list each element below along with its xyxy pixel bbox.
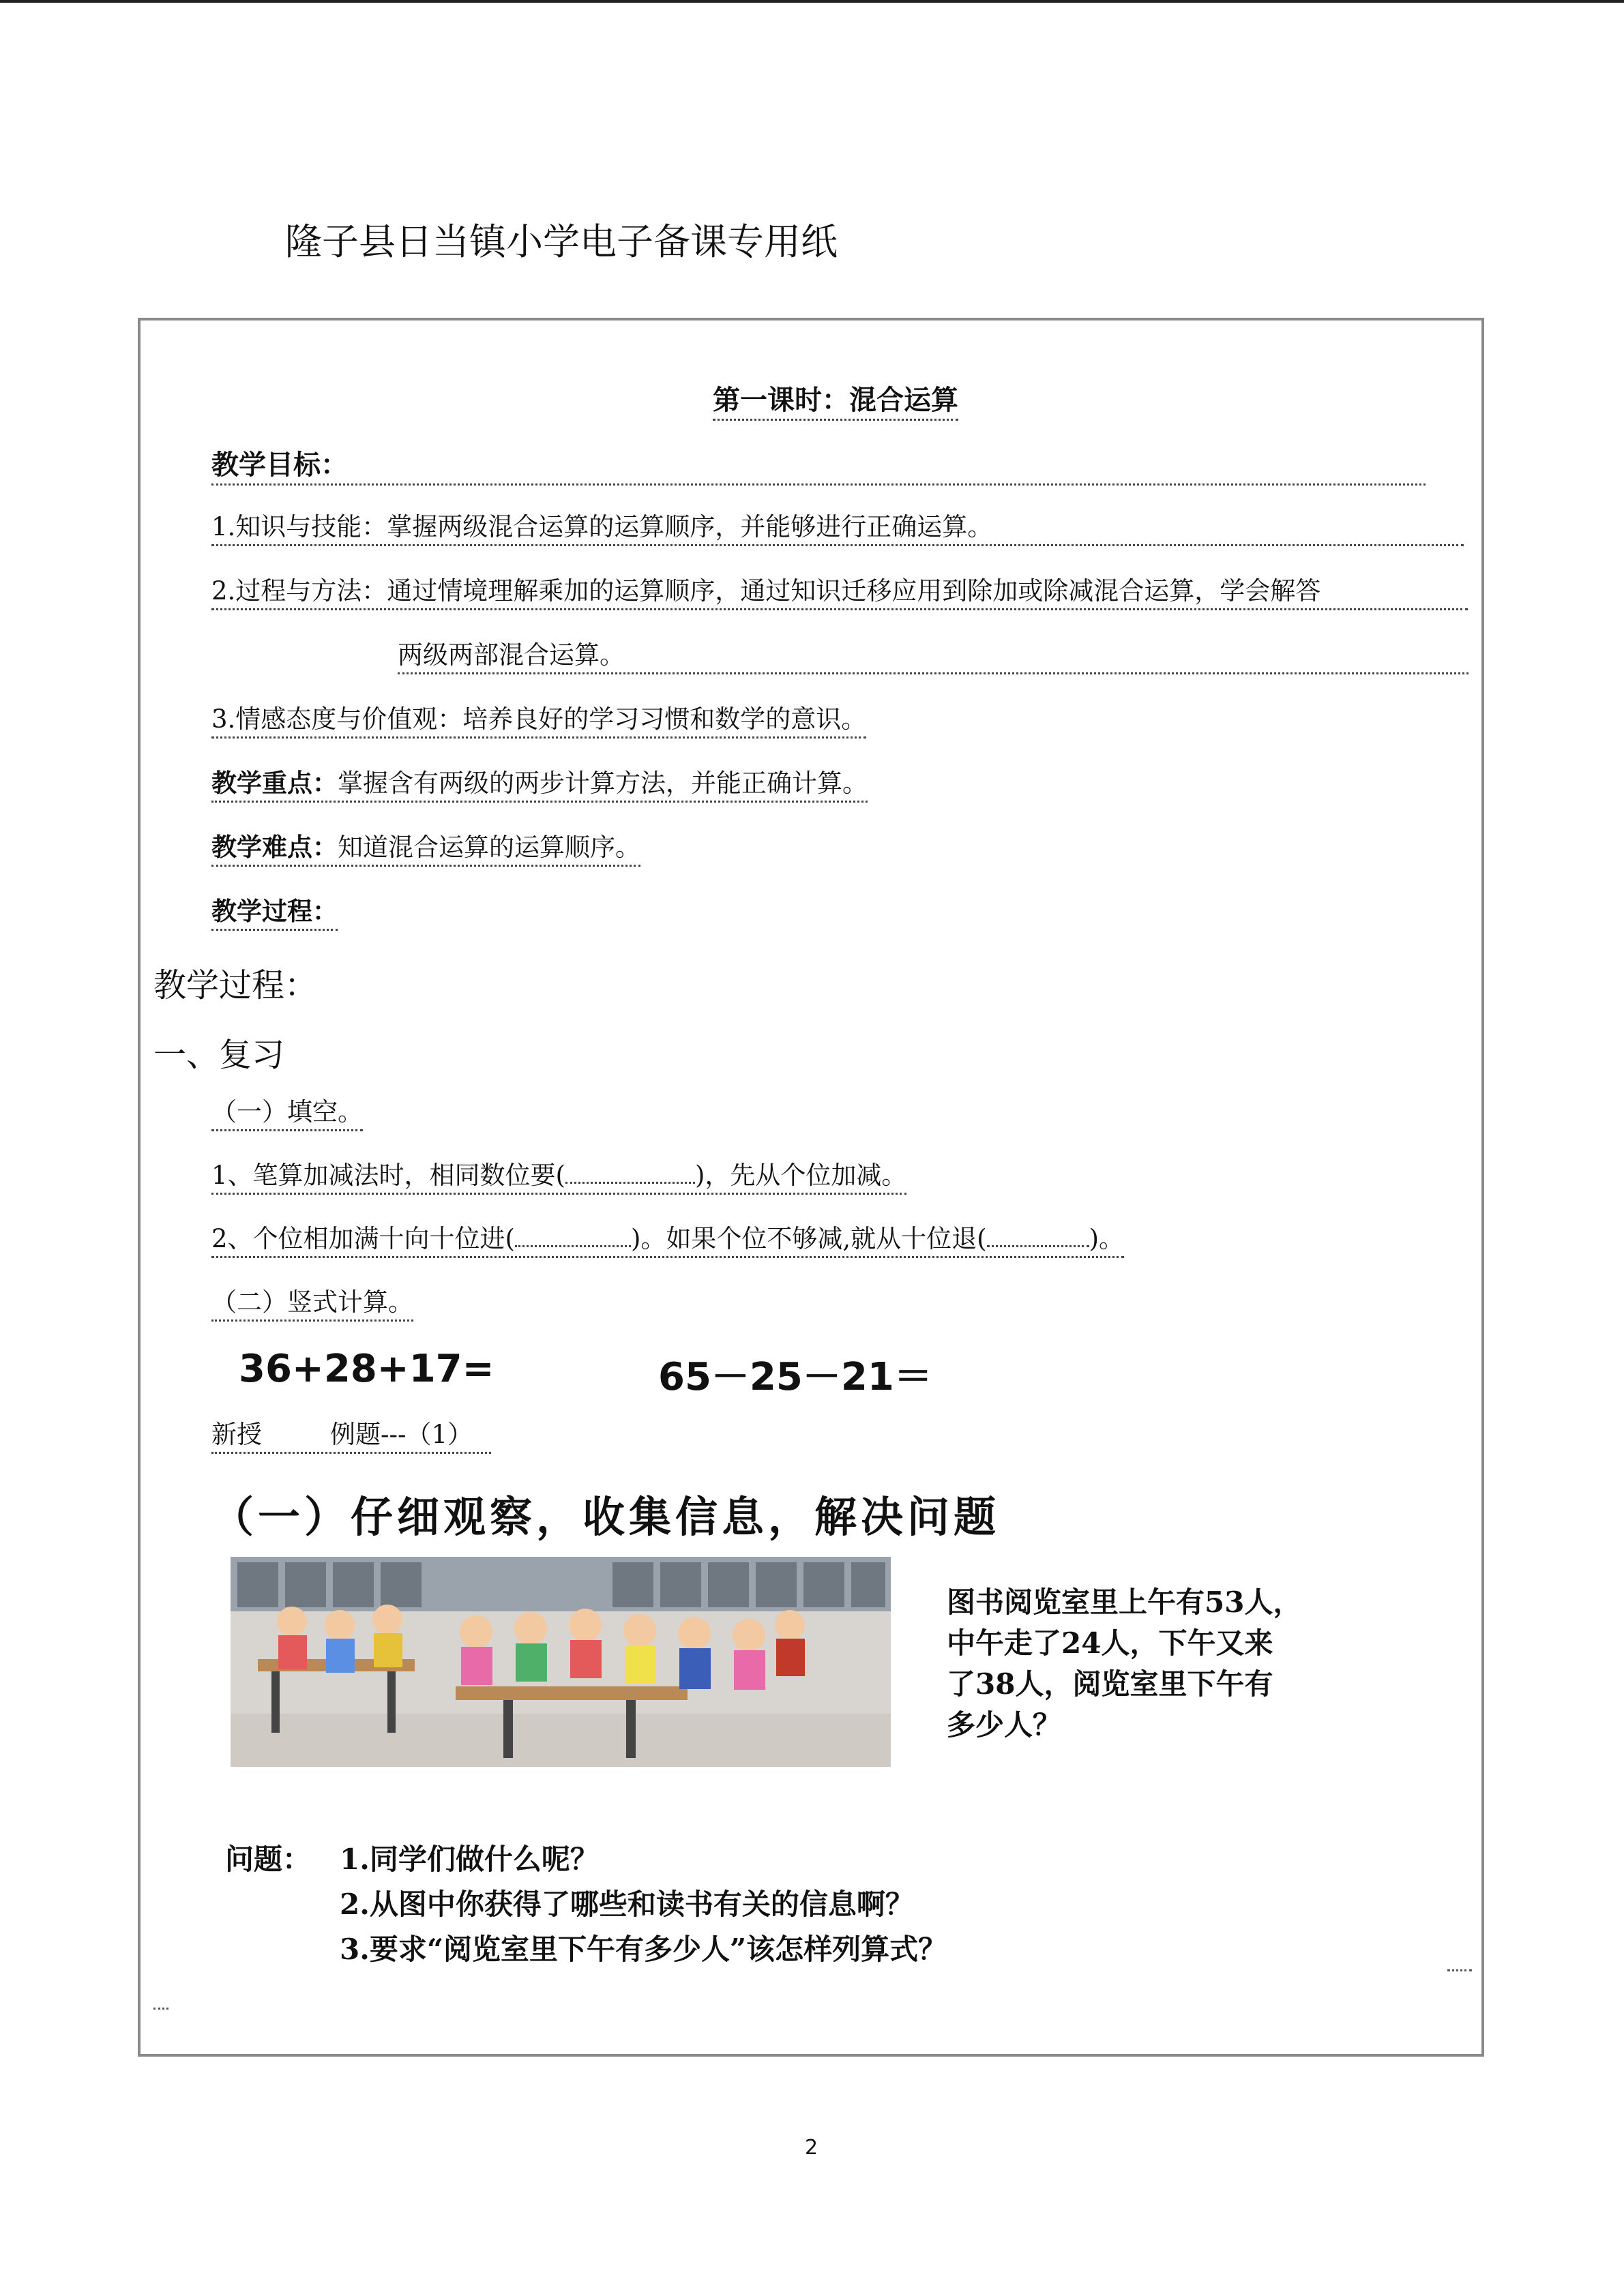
fill-heading: （一）填空。: [211, 1091, 363, 1131]
fill-2-b: )。如果个位不够减,就从十位退(: [630, 1224, 987, 1253]
questions-label: 问题：: [225, 1843, 312, 1876]
difficulty-text: 知道混合运算的运算顺序。: [338, 833, 640, 862]
key-point-label: 教学重点：: [211, 769, 338, 798]
goal-3: 3.情感态度与价值观：培养良好的学习习惯和数学的意识。: [211, 698, 866, 739]
reading-room-illustration-svg: [231, 1557, 891, 1767]
word-problem-line: 中午走了24人，下午又来: [947, 1626, 1273, 1660]
question-1: 1.同学们做什么呢？: [340, 1843, 599, 1876]
trailing-dots: [153, 2008, 168, 2010]
word-problem-line: 图书阅览室里上午有53人，: [947, 1585, 1302, 1619]
key-point-text: 掌握含有两级的两步计算方法，并能正确计算。: [338, 769, 868, 798]
fill-blank[interactable]: [565, 1182, 695, 1184]
key-point: [211, 762, 868, 803]
example-label: 例题---（1）: [330, 1420, 473, 1449]
goal-2-line2: 两级两部混合运算。: [398, 634, 1468, 674]
process-label: 教学过程：: [153, 966, 318, 1004]
equation-1: 36+28+17=: [239, 1347, 494, 1391]
word-problem-line: 了38人，阅览室里下午有: [947, 1667, 1273, 1701]
word-problem: [947, 1582, 1301, 1746]
new-lesson-line: [211, 1414, 491, 1454]
goal-1: 1.知识与技能：掌握两级混合运算的运算顺序，并能够进行正确运算。: [211, 506, 1464, 546]
word-problem-line: 多少人？: [947, 1708, 1062, 1742]
fill-blank[interactable]: [515, 1245, 631, 1247]
reading-room-illustration: [231, 1557, 891, 1767]
fill-blank[interactable]: [987, 1245, 1089, 1247]
section-review: 一、复习: [153, 1036, 285, 1074]
difficulty-label: 教学难点：: [211, 833, 338, 862]
vertical-heading: （二）竖式计算。: [211, 1281, 413, 1322]
page-number: 2: [805, 2136, 818, 2160]
process-label-bold: 教学过程：: [211, 891, 338, 931]
observe-heading: （一）仔细观察，收集信息，解决问题: [211, 1492, 1001, 1542]
goals-label-text: 教学目标：: [211, 449, 348, 481]
fill-1-a: 1、笔算加减法时，相同数位要(: [211, 1161, 565, 1190]
fill-item-1: [211, 1154, 906, 1195]
fill-2-c: )。: [1089, 1224, 1125, 1253]
new-lesson: 新授: [211, 1420, 262, 1449]
goals-label: [211, 443, 1426, 486]
trailing-dots: [1447, 1969, 1472, 1971]
top-rule: [0, 0, 1624, 3]
fill-item-2: [211, 1218, 1124, 1258]
page-title: 隆子县日当镇小学电子备课专用纸: [285, 220, 838, 263]
equation-2: 65－25－21＝: [658, 1355, 932, 1399]
difficulty: [211, 826, 640, 867]
lesson-title: 第一课时：混合运算: [713, 378, 958, 421]
fill-1-b: )，先从个位加减。: [694, 1161, 907, 1190]
question-3: 3.要求“阅览室里下午有多少人”该怎样列算式？: [340, 1933, 947, 1966]
question-2: 2.从图中你获得了哪些和读书有关的信息啊？: [340, 1888, 914, 1921]
fill-2-a: 2、个位相加满十向十位进(: [211, 1224, 515, 1253]
goal-2-line1: 2.过程与方法：通过情境理解乘加的运算顺序，通过知识迁移应用到除加或除减混合运算，学会解答: [211, 570, 1468, 610]
